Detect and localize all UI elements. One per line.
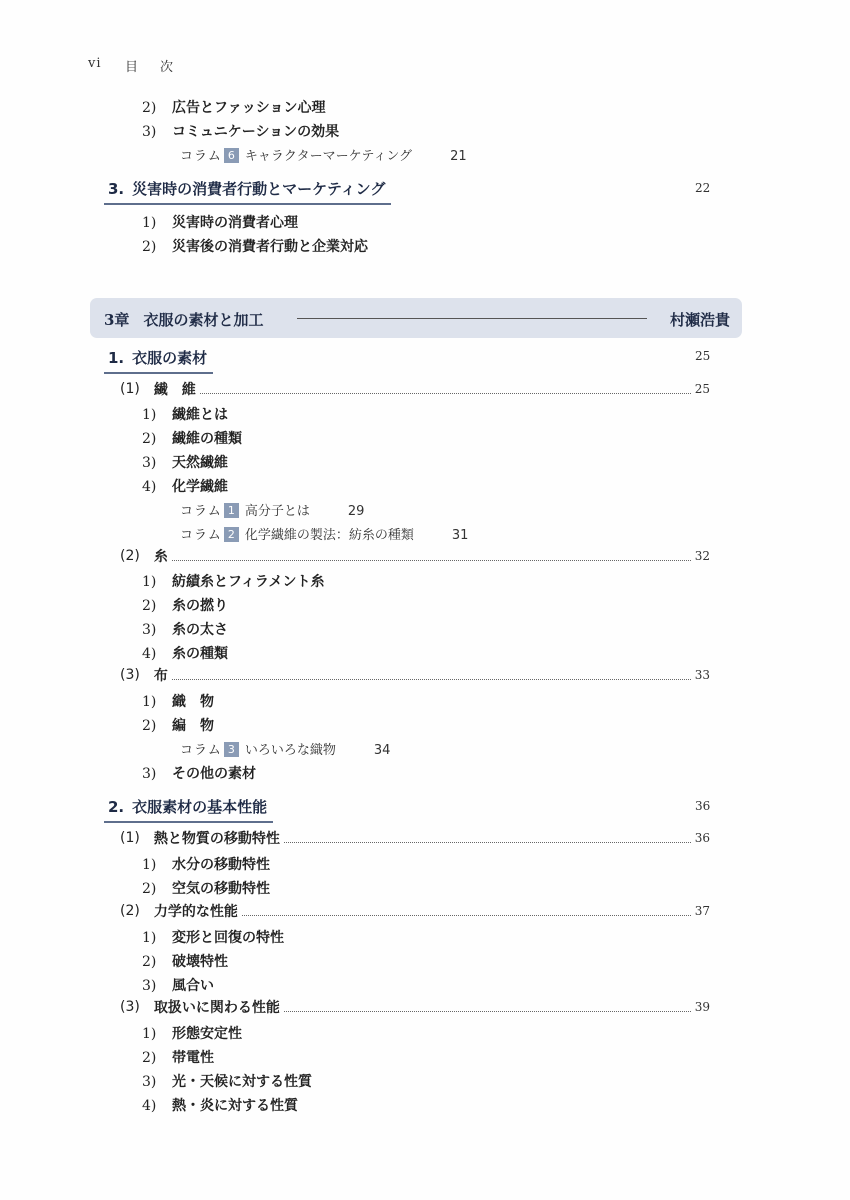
leader-dots	[242, 906, 691, 916]
running-title: 目次	[125, 60, 196, 75]
toc-subitem[interactable]: 1) 水分の移動特性	[142, 857, 270, 873]
toc-subitem[interactable]: 4) 糸の種類	[142, 646, 228, 662]
toc-subitem[interactable]: 1) 紡績糸とフィラメント糸	[142, 574, 325, 590]
toc-subitem[interactable]: 1) 変形と回復の特性	[142, 930, 284, 946]
toc-page-number: 25	[695, 349, 711, 363]
chapter-author: 村瀬浩貴	[669, 311, 730, 329]
toc-subitem[interactable]: 3) 光・天候に対する性質	[142, 1074, 312, 1090]
toc-subitem[interactable]: 3) その他の素材	[142, 766, 256, 782]
toc-item[interactable]: (3) 取扱いに関わる性能 39	[120, 999, 710, 1016]
column-number-badge: 6	[224, 148, 239, 163]
toc-subitem[interactable]: 3) 風合い	[142, 978, 214, 994]
column-number-badge: 1	[224, 503, 239, 518]
toc-subitem[interactable]: 4) 化学繊維	[142, 479, 228, 495]
toc-subitem[interactable]: 1) 織 物	[142, 694, 214, 710]
leader-dots	[200, 384, 691, 394]
toc-item[interactable]: (2) 力学的な性能 37	[120, 903, 710, 920]
column-number-badge: 3	[224, 742, 239, 757]
toc-subitem[interactable]: 1) 災害時の消費者心理	[142, 215, 298, 231]
toc-page-number: 22	[695, 181, 711, 195]
toc-page-number: 36	[695, 799, 711, 813]
toc-subitem[interactable]: 2) 帯電性	[142, 1050, 214, 1066]
leader-dots	[172, 551, 691, 561]
toc-subitem[interactable]: 2) 空気の移動特性	[142, 881, 270, 897]
toc-subitem[interactable]: 2) 糸の撚り	[142, 598, 228, 614]
toc-subitem[interactable]: 2) 編 物	[142, 718, 214, 734]
page-number: vi	[88, 56, 102, 71]
chapter-title: 3章 衣服の素材と加工	[104, 311, 264, 329]
toc-subitem[interactable]: 3) 糸の太さ	[142, 622, 228, 638]
toc-subitem[interactable]: 2) 広告とファッション心理	[142, 100, 326, 116]
toc-section-heading[interactable]: 2. 衣服素材の基本性能	[104, 796, 273, 823]
toc-column-entry[interactable]: コラム 2 化学繊維の製法：紡糸の種類 31	[180, 528, 469, 543]
toc-section-heading[interactable]: 3. 災害時の消費者行動とマーケティング	[104, 178, 391, 205]
toc-item[interactable]: (1) 繊 維 25	[120, 381, 710, 398]
toc-subitem[interactable]: 2) 破壊特性	[142, 954, 228, 970]
toc-column-entry[interactable]: コラム 3 いろいろな織物 34	[180, 743, 391, 758]
leader-dots	[284, 1002, 691, 1012]
toc-subitem[interactable]: 1) 形態安定性	[142, 1026, 242, 1042]
leader-dots	[284, 833, 691, 843]
toc-subitem[interactable]: 1) 繊維とは	[142, 407, 228, 423]
toc-column-entry[interactable]: コラム 6 キャラクターマーケティング 21	[180, 149, 467, 164]
toc-subitem[interactable]: 4) 熱・炎に対する性質	[142, 1098, 298, 1114]
toc-subitem[interactable]: 2) 繊維の種類	[142, 431, 242, 447]
chapter-banner[interactable]	[90, 298, 742, 338]
column-number-badge: 2	[224, 527, 239, 542]
toc-item[interactable]: (1) 熱と物質の移動特性 36	[120, 830, 710, 847]
toc-column-entry[interactable]: コラム 1 高分子とは 29	[180, 504, 365, 519]
toc-item[interactable]: (2) 糸 32	[120, 548, 710, 565]
toc-subitem[interactable]: 3) 天然繊維	[142, 455, 228, 471]
toc-subitem[interactable]: 2) 災害後の消費者行動と企業対応	[142, 239, 368, 255]
chapter-leader-line	[297, 318, 647, 319]
toc-subitem[interactable]: 3) コミュニケーションの効果	[142, 124, 340, 140]
toc-item[interactable]: (3) 布 33	[120, 667, 710, 684]
leader-dots	[172, 670, 691, 680]
toc-section-heading[interactable]: 1. 衣服の素材	[104, 347, 213, 374]
